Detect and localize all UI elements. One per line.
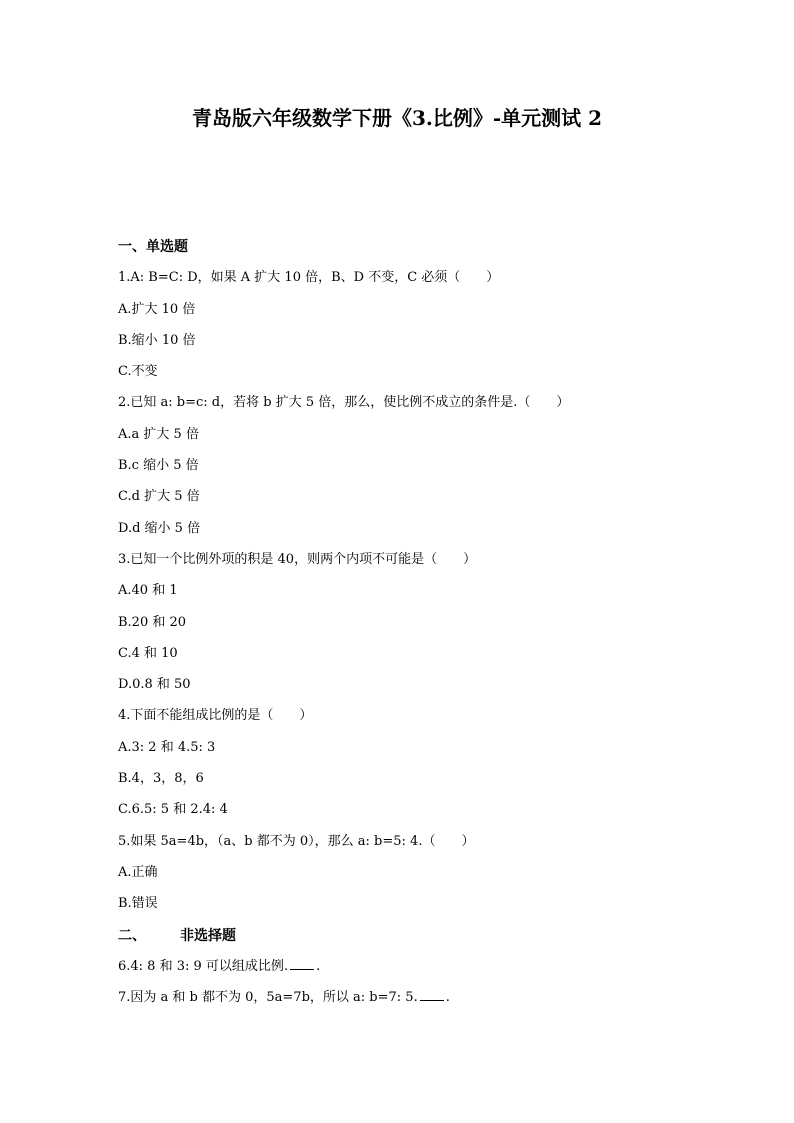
question-1-option-a: A.扩大 10 倍 — [118, 301, 196, 317]
question-3-stem: 3.已知一个比例外项的积是 40，则两个内项不可能是（ ） — [118, 551, 477, 567]
question-5-option-a: A.正确 — [118, 864, 158, 880]
question-4-option-a: A.3: 2 和 4.5: 3 — [118, 739, 216, 755]
question-1-option-b: B.缩小 10 倍 — [118, 332, 196, 348]
question-5-stem: 5.如果 5a=4b，（a、b 都不为 0），那么 a: b=5: 4.（ ） — [118, 833, 475, 849]
answer-blank[interactable] — [420, 988, 444, 1001]
page-title: 青岛版六年级数学下册《3.比例》-单元测试 2 — [191, 106, 603, 130]
question-3-option-b: B.20 和 20 — [118, 614, 187, 630]
question-6 — [118, 956, 718, 987]
question-1-stem: 1.A: B=C: D，如果 A 扩大 10 倍，B、D 不变，C 必须（ ） — [118, 270, 500, 286]
question-2-option-a: A.a 扩大 5 倍 — [118, 426, 199, 442]
question-2-option-b: B.c 缩小 5 倍 — [118, 458, 199, 474]
question-4-option-b: B.4，3，8，6 — [118, 771, 204, 787]
answer-blank[interactable] — [290, 957, 314, 970]
question-4-option-c: C.6.5: 5 和 2.4: 4 — [118, 802, 228, 818]
section-2-number: 二、 — [118, 927, 146, 944]
question-1-option-c: C.不变 — [118, 364, 158, 380]
question-6-period: . — [316, 958, 321, 974]
question-3-option-c: C.4 和 10 — [118, 645, 178, 661]
section-2-label: 非选择题 — [180, 927, 236, 944]
question-7-text: 7.因为 a 和 b 都不为 0，5a=7b，所以 a: b=7: 5. — [118, 990, 418, 1006]
section-heading-single-choice: 一、单选题 — [118, 239, 188, 255]
question-2-stem: 2.已知 a: b=c: d，若将 b 扩大 5 倍，那么，使比例不成立的条件是.（ ） — [118, 395, 570, 411]
document-body — [118, 236, 718, 1018]
question-5-option-b: B.错误 — [118, 896, 158, 912]
section-heading-non-choice — [118, 925, 718, 956]
question-7 — [118, 987, 718, 1018]
question-6-text: 6.4: 8 和 3: 9 可以组成比例. — [118, 958, 289, 974]
question-3-option-a: A.40 和 1 — [118, 583, 178, 599]
question-7-period: . — [445, 990, 450, 1006]
question-4-stem: 4.下面不能组成比例的是（ ） — [118, 708, 313, 724]
question-2-option-c: C.d 扩大 5 倍 — [118, 489, 200, 505]
question-2-option-d: D.d 缩小 5 倍 — [118, 520, 201, 536]
question-3-option-d: D.0.8 和 50 — [118, 677, 191, 693]
